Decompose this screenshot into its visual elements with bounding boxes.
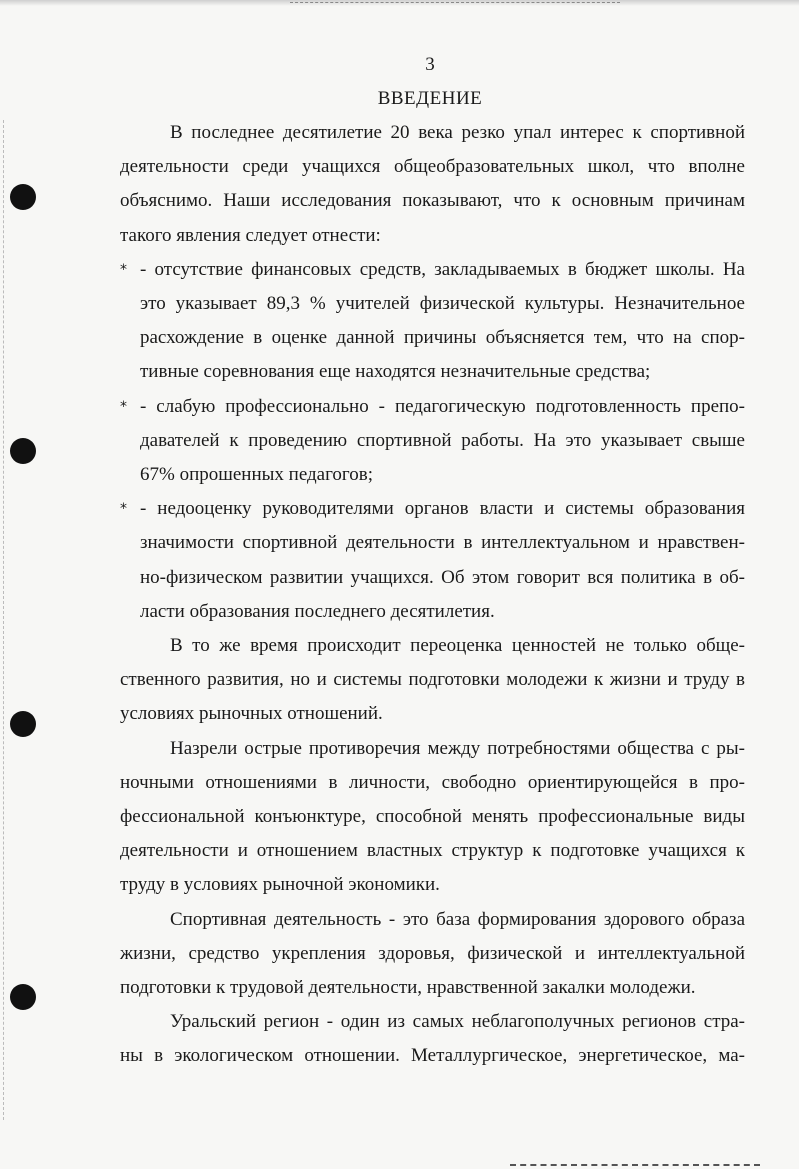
binder-hole-icon — [10, 984, 36, 1010]
paragraph-5 — [120, 1005, 745, 1073]
text-line: труду в условиях рыночной экономики. — [120, 874, 440, 896]
text-line: ны в экологическом отношении. Металлургическое, энергетическое, ма- — [120, 1045, 745, 1067]
text-line: ночными отношениями в личности, свободно ориентирующейся в про- — [120, 771, 745, 793]
text-line: В последнее десятилетие 20 века резко упал интерес к спортивной — [170, 122, 745, 143]
text-line: ласти образования последнего десятилетия. — [140, 600, 495, 622]
paragraph-3 — [120, 732, 745, 903]
text-line: Назрели острые противоречия между потребностями общества с ры- — [170, 737, 745, 759]
scan-top-shadow — [0, 0, 799, 6]
list-item — [120, 390, 745, 493]
list-item — [120, 492, 745, 629]
text-line: жизни, средство укрепления здоровья, физической и интеллектуальной — [120, 942, 745, 964]
list-item — [120, 253, 745, 390]
asterisk-bullet-icon: * — [120, 501, 127, 518]
asterisk-bullet-icon: * — [120, 398, 127, 415]
text-line: такого явления следует отнести: — [120, 224, 381, 246]
text-line: деятельности и отношением властных структур к подготовке учащихся к — [120, 840, 745, 862]
text-line: но-физическом развитии учащихся. Об этом говорит вся политика в об- — [140, 566, 745, 588]
binder-hole-icon — [10, 438, 36, 464]
binder-hole-icon — [10, 184, 36, 210]
text-line: Спортивная деятельность - это база формирования здорового образа — [170, 908, 745, 930]
page-title: ВВЕДЕНИЕ — [377, 88, 483, 109]
text-line: фессиональной конъюнктуре, способной менять профессиональные виды — [120, 806, 745, 828]
text-line: значимости спортивной деятельности в интеллектуальном и нравствен- — [140, 532, 745, 554]
paragraph-2 — [120, 629, 745, 732]
text-line: расхождение в оценке данной причины объясняется тем, что на спор- — [140, 327, 745, 349]
paragraph-1 — [120, 116, 745, 253]
text-line: - слабую профессионально - педагогическую подготовленность препо- — [140, 395, 745, 417]
text-line: тивные соревнования еще находятся незначительные средства; — [140, 361, 651, 383]
text-line: давателей к проведению спортивной работы. На это указывает свыше — [140, 429, 745, 451]
text-line: объяснимо. Наши исследования показывают, что к основным причинам — [120, 190, 745, 212]
scan-left-edge — [3, 120, 5, 1120]
text-line: - отсутствие финансовых средств, закладываемых в бюджет школы. На — [140, 258, 745, 280]
body-text — [120, 116, 745, 1074]
text-line: 67% опрошенных педагогов; — [140, 464, 374, 486]
text-line: условиях рыночных отношений. — [120, 703, 383, 725]
scan-top-dash — [290, 2, 620, 3]
text-line: это указывает 89,3 % учителей физической культуры. Незначительное — [140, 293, 745, 315]
text-line: - недооценку руководителями органов власти и системы образования — [140, 498, 745, 520]
text-line: подготовки к трудовой деятельности, нравственной закалки молодежи. — [120, 977, 696, 999]
page-number: 3 — [425, 54, 435, 75]
binder-hole-icon — [10, 711, 36, 737]
text-line: деятельности среди учащихся общеобразовательных школ, что вполне — [120, 156, 745, 178]
scan-bottom-dash — [510, 1164, 760, 1166]
text-line: ственного развития, но и системы подготовки молодежи к жизни и труду в — [120, 669, 745, 691]
asterisk-bullet-icon: * — [120, 261, 127, 278]
paragraph-4 — [120, 903, 745, 1006]
text-line: В то же время происходит переоценка ценностей не только обще- — [170, 635, 745, 657]
text-line: Уральский регион - один из самых неблагополучных регионов стра- — [170, 1011, 745, 1033]
